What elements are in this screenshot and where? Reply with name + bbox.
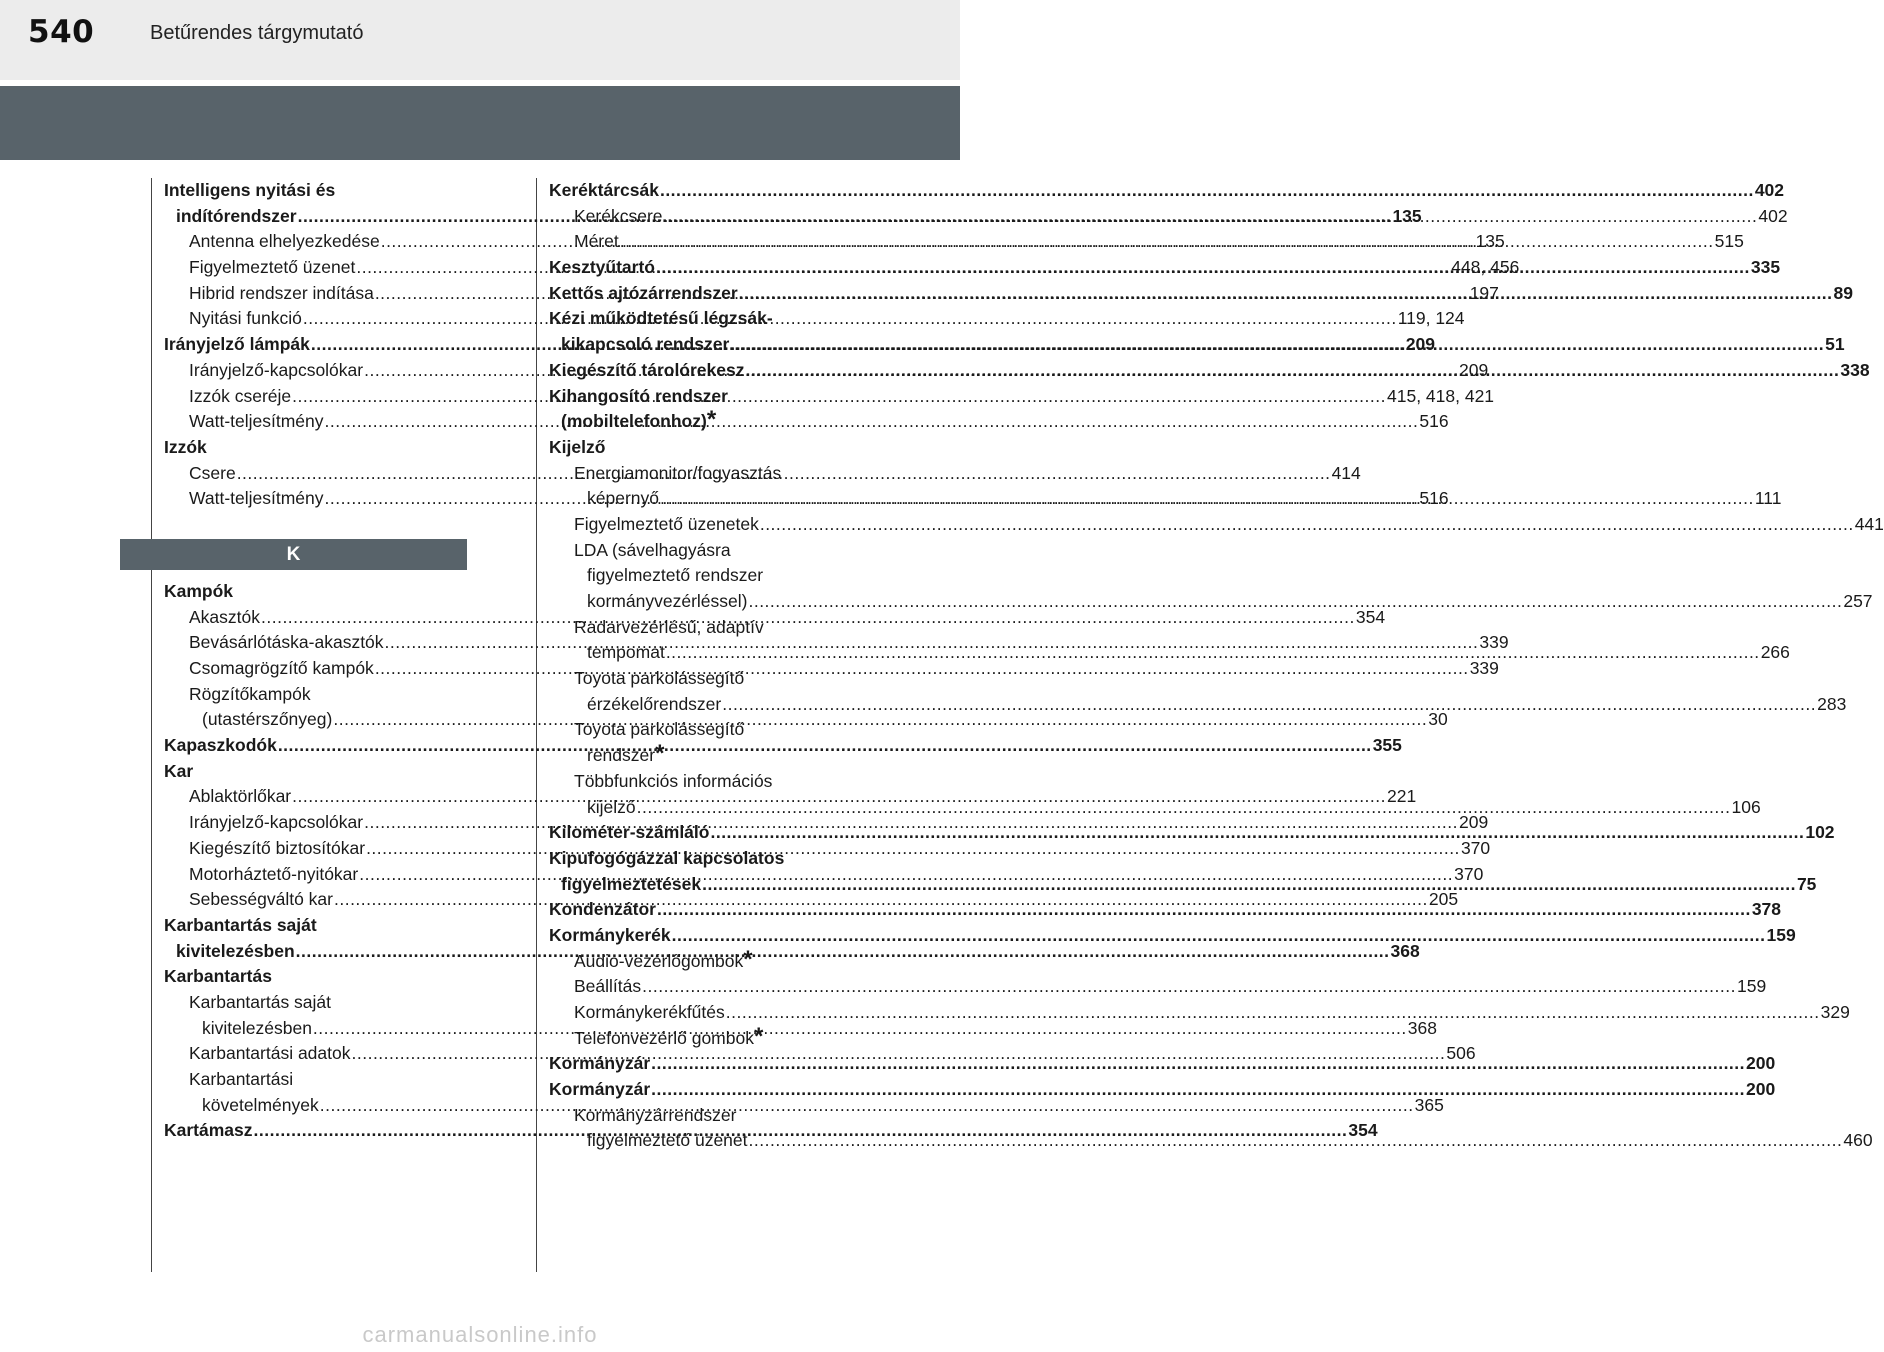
dot-leader [657,897,1751,923]
dot-leader [739,281,1833,307]
index-entry-page: 135 [1475,231,1505,252]
index-entry-page: 200 [1746,1079,1776,1100]
index-entry [549,538,853,564]
index-entry-term: Kondenzátor [549,899,656,920]
index-entry-term: Kormánykerékfűtés [574,1002,725,1022]
index-entry [164,178,467,204]
index-entry-term: indítórendszer [176,205,297,226]
index-entry-term: Figyelmeztető üzenet [189,257,356,278]
index-entry-page: 506 [1446,1043,1476,1064]
index-entry-page: 209 [1458,812,1489,833]
index-entry-term: Kihangosító rendszer [549,385,728,406]
index-entry [549,769,853,795]
index-entry-term: Kapaszkodók [164,735,277,756]
index-entry-page: 159 [1737,976,1767,997]
page-title: Betűrendes tárgymutató [150,22,364,44]
index-entry-term: Toyota parkolássegítő [574,719,745,740]
index-entry-term: Beállítás [574,976,642,997]
index-entry-term: képernyő [587,488,659,509]
index-entry [164,579,467,605]
index-entry-page: 283 [1817,693,1847,714]
dot-leader [664,204,1758,230]
index-entry-term: Karbantartás [164,966,272,987]
index-entry-page: 354 [1348,1120,1378,1141]
index-entry [549,461,853,487]
index-entry-term: Karbantartási [189,1069,294,1089]
dot-leader [672,923,1766,949]
index-entry-term: Karbantartás saját [164,914,317,935]
index-entry-term: követelmények [202,1094,319,1115]
index-entry-page: 329 [1820,1002,1850,1022]
index-entry-term: Kiegészítő biztosítókar [189,837,366,858]
index-entry [549,846,853,872]
dot-leader [748,589,1842,615]
index-entry [164,1067,467,1093]
index-entry-term: Telefonvezérlő gombok [574,1027,754,1048]
index-entry [549,589,1873,615]
dot-leader [702,872,1796,898]
index-entry-term: figyelmeztető üzenet [587,1130,748,1151]
index-entry-term: LDA (sávelhagyásra [574,539,731,560]
index-entry [549,384,853,410]
index-entry-term: Ablaktörlőkar [189,786,292,807]
index-entry [164,990,467,1016]
index-entry-page: 338 [1840,359,1870,380]
index-entry: (mobiltelefonhoz) * [561,406,717,434]
index-entry-page: 516 [1419,411,1449,432]
index-entry-page: 159 [1766,924,1796,945]
index-entry-page: 335 [1750,257,1781,278]
index-entry-term: Energiamonitor/fogyasztás [574,462,782,483]
index-entry-page: 209 [1458,359,1489,380]
dot-leader [730,332,1824,358]
dot-leader [325,406,1419,435]
index-entry-page: 339 [1479,632,1509,653]
index-entry: rendszer * [587,740,665,768]
index-entry [549,512,1884,538]
index-entry-page: 221 [1387,786,1417,807]
dot-leader [651,1051,1745,1077]
index-entry-term: Méret [574,231,619,252]
index-entry [549,435,853,461]
index-entry-term: Irányjelző lámpák [164,334,310,355]
index-entry [549,666,853,692]
index-entry-term: Akasztók [189,606,260,627]
index-entry [549,692,1847,718]
index-entry-term: Audio-vezérlőgombok [574,950,744,971]
index-entry-page: 111 [1754,488,1782,509]
index-entry [164,682,467,708]
index-entry-term: Intelligens nyitási és [164,180,336,200]
index-entry-term: Irányjelző-kapcsolókar [189,359,364,380]
index-entry-term: Watt-teljesítmény [189,411,324,432]
index-entry [549,1077,1776,1103]
index-entry-term: Kerékcsere [574,205,663,226]
index-entry-page: 200 [1746,1053,1776,1074]
index-entry-term: Motorháztető-nyitókar [189,863,359,884]
index-entry-term: Kipufogógázzal kapcsolatos [549,847,785,868]
index-entry-page: 516 [1419,488,1449,509]
index-entry-term: Kampók [164,580,234,601]
index-entry-term: kikapcsoló rendszer [561,334,730,355]
dot-leader [722,692,1816,718]
index-entry [164,435,467,461]
index-entry-term: Izzók [164,436,207,457]
index-entry-term: Többfunkciós információs [574,770,773,791]
index-entry-page: 378 [1751,899,1782,920]
dot-leader [642,974,1736,1000]
index-entry-term: Bevásárlótáska-akasztók [189,632,384,653]
index-entry: Telefonvezérlő gombok * [574,1022,764,1050]
index-entry-term: kivitelezésben [176,940,295,961]
dot-leader [656,255,1750,281]
index-entry [549,615,853,641]
dot-leader [620,229,1714,255]
index-entry-page: 75 [1796,873,1817,894]
index-entry-term: (utastérszőnyeg) [202,709,333,730]
index-entry-term: Kar [164,760,194,781]
index-entry-page: 370 [1460,837,1491,858]
index-entry-term: Radarvezérlésű, adaptív [574,616,764,637]
index-entry [164,913,467,939]
dot-leader [651,1077,1745,1103]
index-entry-term: Antenna elhelyezkedése [189,231,380,252]
index-entry-page: 30 [1428,709,1448,730]
index-entry-page: 414 [1331,462,1361,483]
index-entry [549,563,853,589]
index-entry-page: 339 [1469,658,1499,678]
index-entry-page: 102 [1805,822,1835,843]
index-entry-term: Watt-teljesítmény [189,488,324,509]
index-entry-term: figyelmeztető rendszer [587,565,764,586]
index-entry [549,1000,1850,1026]
index-entry-page: 51 [1825,334,1845,355]
index-entry-page: 370 [1454,863,1484,884]
dot-leader [660,486,1754,512]
index-entry-term: Kijelző [549,436,606,457]
index-entry-term: Sebességváltó kar [189,889,333,910]
index-entry-term: Rögzítőkampók [189,683,311,704]
index-entry-term: Toyota parkolássegítő [574,668,745,689]
index-entry-term: Kormánykerék [549,924,671,945]
index-entry [164,759,467,785]
index-entry-page: 354 [1355,606,1386,627]
header-strip [0,0,960,80]
index-entry-term: Csere [189,462,236,483]
index-entry [549,974,1767,1000]
index-entry-term: kormányvezérléssel) [587,591,748,611]
dot-leader [749,1128,1843,1154]
index-entry-page: 135 [1392,205,1422,226]
index-entry [549,923,1796,949]
dot-leader [710,820,1804,846]
index-entry-term: figyelmeztetések [561,873,702,894]
index-entry-page: 197 [1469,282,1499,303]
index-entry-term: Kiegészítő tárolórekesz [549,359,745,380]
index-entry-term: Kesztyűtartó [549,257,655,278]
index-entry-term: Irányjelző-kapcsolókar [189,812,364,833]
index-entry: Audio-vezérlőgombok * [574,945,753,973]
index-entry-page: 402 [1758,205,1788,226]
index-entry-term: Kartámasz [164,1120,253,1141]
index-entry-term: Kettős ajtózárrendszer [549,282,738,303]
section-header-k: K [120,539,467,570]
index-entry-page: 368 [1407,1017,1437,1038]
index-entry-term: tempomat [587,642,665,663]
watermark: carmanualsonline.info [362,1322,598,1347]
index-entry-page: 515 [1714,231,1744,252]
index-entry-term: Kilométer-számláló [549,822,710,843]
dot-leader [637,795,1731,821]
index-entry-page: 209 [1405,334,1435,355]
dot-leader [745,358,1839,384]
index-entry-page: 205 [1428,889,1459,910]
index-entry [549,178,1785,204]
index-entry-term: Karbantartási adatok [189,1043,351,1064]
header-band [0,86,960,160]
spacer [164,512,467,526]
index-entry [549,306,853,332]
dot-leader [660,178,1754,204]
index-entry-term: Karbantartás saját [189,991,332,1012]
index-entry-term: Keréktárcsák [549,180,659,200]
index-entry-term: Izzók cseréje [189,385,292,406]
index-entry-page: 106 [1731,796,1761,817]
index-entry-page: 355 [1372,735,1402,756]
dot-leader [760,512,1854,538]
dot-leader [666,640,1760,666]
page-number: 540 [28,14,95,50]
index-entry-term: kijelző [587,796,636,817]
index-entry-term: Hibrid rendszer indítása [189,282,374,303]
index-entry-term: Kormányzárrendszer [574,1104,737,1125]
index-entry-page: 368 [1390,940,1420,961]
index-entry-term: Kézi működtetésű légzsák- [549,308,773,329]
index-entry-page: 415, 418, 421 [1387,385,1495,406]
index-entry-page: 460 [1843,1130,1873,1151]
index-entry-page: 119, 124 [1397,308,1465,329]
index-entry-term: (mobiltelefonhoz) [561,411,707,432]
index-entry-page: 266 [1760,642,1790,663]
index-entry-term: Kormányzár [549,1053,651,1074]
column-divider-left [151,178,152,1272]
index-entry-term: kivitelezésben [202,1017,312,1038]
index-entry-page: 448, 456 [1451,257,1520,278]
index-entry-term: Nyitási funkció [189,308,302,329]
index-entry-term: Figyelmeztető üzenetek [574,513,759,534]
index-entry-term: Csomagrögzítő kampók [189,658,374,678]
index-entry-page: 365 [1414,1094,1444,1115]
index-entry [164,964,467,990]
index-entry-page: 441 [1854,513,1884,534]
index-entry-page: 257 [1843,591,1873,611]
index-entry-term: érzékelőrendszer [587,693,722,714]
index-entry-term: rendszer [587,745,656,766]
index-entry-term: Kormányzár [549,1079,651,1100]
dot-leader [726,1000,1820,1026]
index-entry-page: 402 [1754,180,1785,200]
index-entry [549,717,853,743]
index-entry [549,1103,853,1129]
index-entry-page: 89 [1833,282,1854,303]
